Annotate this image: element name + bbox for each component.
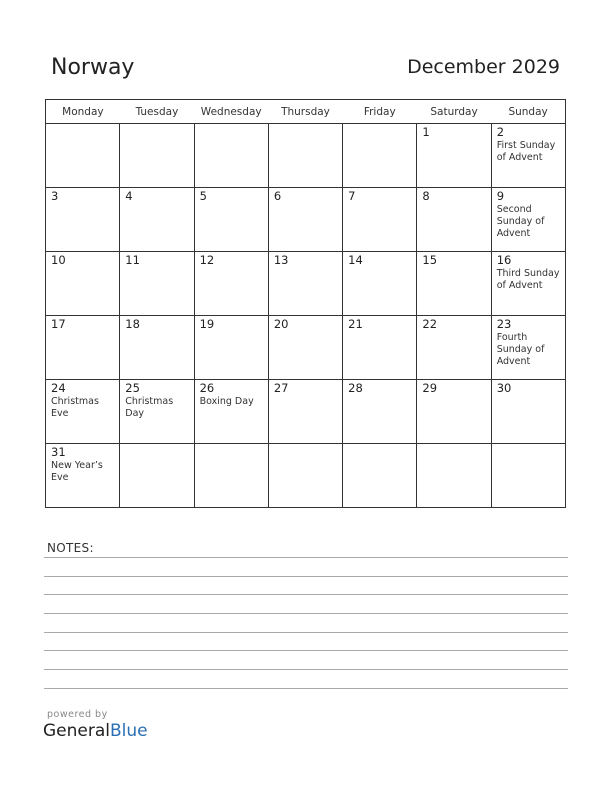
day-cell[interactable]	[491, 380, 565, 444]
day-cell[interactable]	[194, 380, 268, 444]
week-row	[46, 124, 566, 188]
notes-label: NOTES:	[47, 541, 94, 555]
holiday-label: Third Sunday of Advent	[496, 268, 560, 291]
weekday-friday: Friday	[343, 100, 417, 124]
day-cell[interactable]	[417, 316, 491, 380]
day-cell[interactable]	[417, 188, 491, 252]
holiday-label: Christmas Day	[125, 396, 174, 419]
day-cell[interactable]	[417, 444, 491, 508]
day-number: 19	[199, 317, 215, 331]
day-cell[interactable]	[120, 252, 194, 316]
day-cell[interactable]	[491, 188, 565, 252]
day-number: 1	[422, 125, 430, 139]
day-cell[interactable]	[46, 380, 120, 444]
week-row	[46, 444, 566, 508]
notes-line	[44, 669, 568, 670]
notes-line	[44, 576, 568, 577]
notes-line	[44, 650, 568, 651]
day-number: 24	[51, 381, 66, 395]
day-cell[interactable]	[343, 380, 417, 444]
week-row	[46, 188, 566, 252]
day-cell[interactable]	[194, 188, 268, 252]
brand-general: General	[43, 721, 110, 741]
brand-blue: Blue	[110, 721, 148, 741]
weekday-monday: Monday	[46, 100, 120, 124]
holiday-label: Fourth Sunday of Advent	[496, 332, 545, 367]
holiday-label: Second Sunday of Advent	[496, 204, 545, 239]
day-cell[interactable]	[268, 444, 342, 508]
day-number: 10	[51, 253, 66, 267]
weekday-wednesday: Wednesday	[194, 100, 268, 124]
day-number: 18	[125, 317, 140, 331]
notes-line	[44, 632, 568, 633]
day-number: 21	[348, 317, 363, 331]
week-row	[46, 380, 566, 444]
day-number: 4	[125, 189, 133, 203]
day-cell[interactable]	[417, 380, 491, 444]
day-cell[interactable]	[120, 380, 194, 444]
day-cell[interactable]	[417, 124, 491, 188]
day-cell[interactable]	[194, 316, 268, 380]
weekday-header-row	[46, 100, 566, 124]
day-number: 30	[496, 381, 512, 395]
weekday-sunday: Sunday	[491, 100, 565, 124]
calendar-body	[46, 124, 566, 508]
day-cell[interactable]	[120, 188, 194, 252]
day-number: 15	[422, 253, 438, 267]
day-number: 17	[51, 317, 66, 331]
day-number: 3	[51, 189, 59, 203]
holiday-label: Boxing Day	[199, 396, 254, 407]
day-cell[interactable]	[491, 252, 565, 316]
day-number: 7	[348, 189, 356, 203]
day-cell[interactable]	[46, 444, 120, 508]
day-number: 20	[273, 317, 289, 331]
holiday-label: New Year’s Eve	[51, 460, 103, 483]
day-number: 27	[273, 381, 289, 395]
brand-logo[interactable]	[43, 721, 148, 741]
day-cell[interactable]	[46, 124, 120, 188]
day-number: 16	[496, 253, 512, 267]
powered-by-label: powered by	[47, 709, 108, 720]
day-cell[interactable]	[343, 252, 417, 316]
day-cell[interactable]	[268, 380, 342, 444]
month-title: December 2029	[407, 56, 560, 78]
day-cell[interactable]	[343, 188, 417, 252]
notes-line	[44, 613, 568, 614]
notes-line	[44, 557, 568, 558]
day-cell[interactable]	[120, 444, 194, 508]
day-number: 5	[199, 189, 207, 203]
holiday-label: First Sunday of Advent	[496, 140, 556, 163]
day-number: 29	[422, 381, 438, 395]
calendar-grid	[45, 99, 566, 508]
day-cell[interactable]	[343, 124, 417, 188]
day-cell[interactable]	[491, 124, 565, 188]
day-cell[interactable]	[417, 252, 491, 316]
day-number: 9	[496, 189, 505, 203]
weekday-tuesday: Tuesday	[120, 100, 194, 124]
day-cell[interactable]	[491, 316, 565, 380]
day-cell[interactable]	[343, 316, 417, 380]
week-row	[46, 316, 566, 380]
holiday-label: Christmas Eve	[51, 396, 99, 419]
notes-line	[44, 594, 568, 595]
day-number: 31	[51, 445, 66, 459]
day-cell[interactable]	[268, 188, 342, 252]
day-number: 2	[496, 125, 505, 139]
day-number: 26	[199, 381, 215, 395]
day-cell[interactable]	[46, 316, 120, 380]
day-cell[interactable]	[343, 444, 417, 508]
week-row	[46, 252, 566, 316]
day-cell[interactable]	[120, 124, 194, 188]
day-number: 25	[125, 381, 140, 395]
day-number: 22	[422, 317, 438, 331]
day-cell[interactable]	[194, 252, 268, 316]
day-number: 8	[422, 189, 430, 203]
weekday-saturday: Saturday	[417, 100, 491, 124]
day-cell[interactable]	[46, 252, 120, 316]
day-number: 11	[125, 253, 140, 267]
day-number: 28	[348, 381, 363, 395]
country-title: Norway	[51, 55, 135, 80]
weekday-thursday: Thursday	[268, 100, 342, 124]
day-cell[interactable]	[491, 444, 565, 508]
day-number: 12	[199, 253, 215, 267]
day-number: 14	[348, 253, 363, 267]
day-cell[interactable]	[194, 444, 268, 508]
day-cell[interactable]	[120, 316, 194, 380]
day-cell[interactable]	[46, 188, 120, 252]
day-number: 23	[496, 317, 512, 331]
notes-line	[44, 688, 568, 689]
day-cell[interactable]	[268, 252, 342, 316]
day-number: 13	[273, 253, 289, 267]
day-number: 6	[273, 189, 282, 203]
day-cell[interactable]	[194, 124, 268, 188]
day-cell[interactable]	[268, 316, 342, 380]
day-cell[interactable]	[268, 124, 342, 188]
